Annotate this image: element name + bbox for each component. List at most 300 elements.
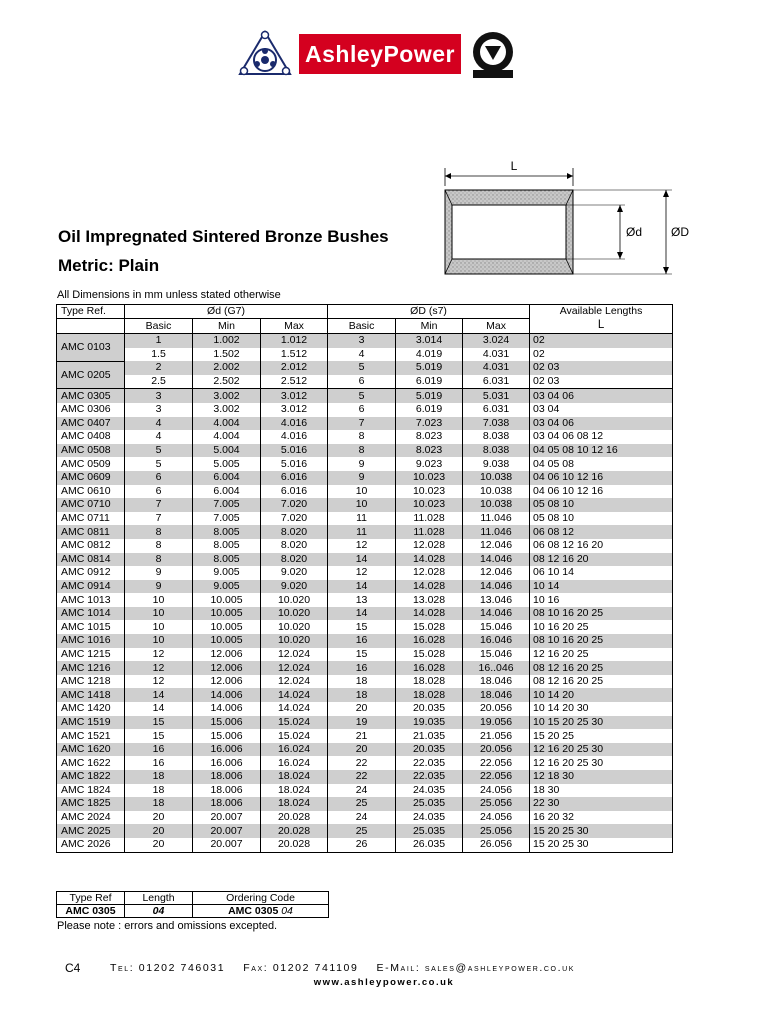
cell-outer-basic: 3 bbox=[328, 334, 396, 348]
cell-inner-max: 18.024 bbox=[261, 797, 328, 811]
cell-inner-max: 20.028 bbox=[261, 811, 328, 825]
cell-available-lengths: 08 12 16 20 bbox=[530, 553, 673, 567]
cell-inner-basic: 1.5 bbox=[125, 348, 193, 362]
cell-outer-min: 22.035 bbox=[396, 770, 463, 784]
header-lengths-l: L bbox=[530, 319, 673, 334]
table-row bbox=[57, 648, 673, 662]
order-code bbox=[193, 905, 329, 918]
cell-outer-min: 3.014 bbox=[396, 334, 463, 348]
cell-outer-min: 13.028 bbox=[396, 593, 463, 607]
cell-type-ref: AMC 1013 bbox=[57, 593, 125, 607]
cell-type-ref: AMC 1822 bbox=[57, 770, 125, 784]
cell-type-ref: AMC 0305 bbox=[57, 389, 125, 403]
cell-inner-max: 10.020 bbox=[261, 593, 328, 607]
cell-inner-max: 18.024 bbox=[261, 784, 328, 798]
cell-available-lengths: 02 03 bbox=[530, 375, 673, 389]
cell-outer-max: 19.056 bbox=[463, 716, 530, 730]
cell-outer-min: 6.019 bbox=[396, 375, 463, 389]
cell-outer-max: 16.046 bbox=[463, 634, 530, 648]
cell-outer-basic: 5 bbox=[328, 361, 396, 375]
cell-inner-max: 16.024 bbox=[261, 756, 328, 770]
table-row bbox=[57, 485, 673, 499]
length-label: L bbox=[510, 159, 518, 173]
cell-outer-max: 26.056 bbox=[463, 838, 530, 852]
cell-outer-min: 14.028 bbox=[396, 580, 463, 594]
cell-outer-max: 15.046 bbox=[463, 648, 530, 662]
cell-inner-min: 6.004 bbox=[193, 471, 261, 485]
cell-available-lengths: 06 10 14 bbox=[530, 566, 673, 580]
cell-inner-basic: 12 bbox=[125, 675, 193, 689]
cell-inner-min: 16.006 bbox=[193, 756, 261, 770]
cell-inner-max: 1.512 bbox=[261, 348, 328, 362]
table-row bbox=[57, 811, 673, 825]
cell-type-ref: AMC 1015 bbox=[57, 620, 125, 634]
page-title: Oil Impregnated Sintered Bronze Bushes bbox=[58, 227, 389, 246]
cell-available-lengths: 08 12 16 20 25 bbox=[530, 661, 673, 675]
cell-type-ref: AMC 0811 bbox=[57, 525, 125, 539]
cell-inner-basic: 2.5 bbox=[125, 375, 193, 389]
cell-inner-basic: 20 bbox=[125, 838, 193, 852]
cell-outer-basic: 7 bbox=[328, 417, 396, 431]
cell-outer-basic: 25 bbox=[328, 797, 396, 811]
cell-outer-min: 16.028 bbox=[396, 661, 463, 675]
cell-inner-basic: 8 bbox=[125, 525, 193, 539]
cell-available-lengths: 06 08 12 bbox=[530, 525, 673, 539]
table-row bbox=[57, 824, 673, 838]
cell-outer-max: 12.046 bbox=[463, 539, 530, 553]
cell-outer-min: 8.023 bbox=[396, 444, 463, 458]
cell-outer-max: 5.031 bbox=[463, 389, 530, 403]
outer-diameter-label: ØD bbox=[671, 225, 689, 239]
cell-outer-max: 24.056 bbox=[463, 811, 530, 825]
dimensions-note: All Dimensions in mm unless stated otherwise bbox=[57, 289, 281, 301]
cell-inner-basic: 8 bbox=[125, 539, 193, 553]
footer-website[interactable]: www.ashleypower.co.uk bbox=[313, 977, 455, 988]
header-inner-basic: Basic bbox=[125, 319, 193, 334]
cell-inner-min: 8.005 bbox=[193, 539, 261, 553]
cell-available-lengths: 04 05 08 bbox=[530, 457, 673, 471]
cell-outer-min: 6.019 bbox=[396, 403, 463, 417]
cell-outer-max: 10.038 bbox=[463, 498, 530, 512]
cell-inner-basic: 16 bbox=[125, 756, 193, 770]
cell-type-ref: AMC 0710 bbox=[57, 498, 125, 512]
cell-available-lengths: 05 08 10 bbox=[530, 512, 673, 526]
cell-outer-min: 14.028 bbox=[396, 553, 463, 567]
cell-outer-max: 15.046 bbox=[463, 620, 530, 634]
cell-inner-basic: 2 bbox=[125, 361, 193, 375]
cell-inner-max: 14.024 bbox=[261, 702, 328, 716]
cell-inner-max: 2.512 bbox=[261, 375, 328, 389]
cell-type-ref: AMC 1418 bbox=[57, 688, 125, 702]
cell-outer-basic: 21 bbox=[328, 729, 396, 743]
cell-inner-max: 4.016 bbox=[261, 417, 328, 431]
cell-outer-max: 24.056 bbox=[463, 784, 530, 798]
brand-name-second: Power bbox=[383, 40, 455, 67]
cell-outer-basic: 8 bbox=[328, 444, 396, 458]
cell-available-lengths: 10 14 20 30 bbox=[530, 702, 673, 716]
cell-inner-basic: 6 bbox=[125, 485, 193, 499]
table-body bbox=[57, 334, 673, 853]
cell-inner-min: 9.005 bbox=[193, 566, 261, 580]
table-row bbox=[57, 580, 673, 594]
cell-outer-min: 24.035 bbox=[396, 784, 463, 798]
cell-inner-max: 10.020 bbox=[261, 620, 328, 634]
cell-type-ref: AMC 0509 bbox=[57, 457, 125, 471]
cell-outer-max: 6.031 bbox=[463, 375, 530, 389]
cell-outer-max: 16..046 bbox=[463, 661, 530, 675]
cell-outer-min: 10.023 bbox=[396, 498, 463, 512]
cell-inner-basic: 12 bbox=[125, 648, 193, 662]
cell-outer-min: 18.028 bbox=[396, 688, 463, 702]
cell-inner-min: 6.004 bbox=[193, 485, 261, 499]
cell-type-ref: AMC 0912 bbox=[57, 566, 125, 580]
header-outer-min: Min bbox=[396, 319, 463, 334]
cell-available-lengths: 08 12 16 20 25 bbox=[530, 675, 673, 689]
cell-available-lengths: 06 08 12 16 20 bbox=[530, 539, 673, 553]
cell-type-ref: AMC 0306 bbox=[57, 403, 125, 417]
cell-outer-max: 3.024 bbox=[463, 334, 530, 348]
brand-logo bbox=[299, 34, 461, 74]
cell-inner-max: 12.024 bbox=[261, 661, 328, 675]
footer-tel: Tel: 01202 746031 bbox=[110, 962, 226, 974]
cell-type-ref: AMC 0610 bbox=[57, 485, 125, 499]
cell-outer-basic: 24 bbox=[328, 811, 396, 825]
cell-inner-basic: 18 bbox=[125, 770, 193, 784]
cell-inner-max: 8.020 bbox=[261, 525, 328, 539]
cell-outer-basic: 26 bbox=[328, 838, 396, 852]
cell-inner-min: 18.006 bbox=[193, 784, 261, 798]
order-header-length: Length bbox=[125, 892, 193, 905]
cell-outer-basic: 11 bbox=[328, 525, 396, 539]
cell-inner-min: 12.006 bbox=[193, 648, 261, 662]
cell-inner-max: 20.028 bbox=[261, 824, 328, 838]
cell-outer-basic: 10 bbox=[328, 498, 396, 512]
cell-available-lengths: 08 10 16 20 25 bbox=[530, 634, 673, 648]
cell-inner-basic: 18 bbox=[125, 797, 193, 811]
cell-inner-basic: 10 bbox=[125, 607, 193, 621]
cell-outer-min: 5.019 bbox=[396, 361, 463, 375]
table-row bbox=[57, 498, 673, 512]
cell-outer-basic: 24 bbox=[328, 784, 396, 798]
cell-available-lengths: 04 05 08 10 12 16 bbox=[530, 444, 673, 458]
cell-inner-basic: 15 bbox=[125, 729, 193, 743]
cell-inner-min: 14.006 bbox=[193, 688, 261, 702]
cell-outer-basic: 18 bbox=[328, 688, 396, 702]
cell-outer-basic: 14 bbox=[328, 553, 396, 567]
cell-inner-basic: 3 bbox=[125, 389, 193, 403]
table-row bbox=[57, 620, 673, 634]
cell-inner-min: 18.006 bbox=[193, 770, 261, 784]
cell-outer-max: 14.046 bbox=[463, 580, 530, 594]
table-row bbox=[57, 784, 673, 798]
cell-inner-min: 1.502 bbox=[193, 348, 261, 362]
cell-outer-min: 18.028 bbox=[396, 675, 463, 689]
cell-outer-min: 10.023 bbox=[396, 485, 463, 499]
cell-outer-max: 25.056 bbox=[463, 797, 530, 811]
cell-outer-max: 11.046 bbox=[463, 525, 530, 539]
cell-outer-min: 11.028 bbox=[396, 512, 463, 526]
cell-outer-basic: 12 bbox=[328, 539, 396, 553]
cell-inner-min: 10.005 bbox=[193, 634, 261, 648]
cell-outer-basic: 16 bbox=[328, 634, 396, 648]
cell-inner-basic: 8 bbox=[125, 553, 193, 567]
cell-available-lengths: 16 20 32 bbox=[530, 811, 673, 825]
cell-type-ref: AMC 1521 bbox=[57, 729, 125, 743]
cell-inner-max: 9.020 bbox=[261, 580, 328, 594]
cell-type-ref: AMC 2024 bbox=[57, 811, 125, 825]
cell-outer-max: 9.038 bbox=[463, 457, 530, 471]
table-row bbox=[57, 770, 673, 784]
cell-outer-min: 12.028 bbox=[396, 539, 463, 553]
cell-outer-max: 4.031 bbox=[463, 348, 530, 362]
cell-inner-max: 12.024 bbox=[261, 675, 328, 689]
cell-inner-basic: 7 bbox=[125, 512, 193, 526]
cell-outer-min: 8.023 bbox=[396, 430, 463, 444]
cell-type-ref: AMC 1215 bbox=[57, 648, 125, 662]
cell-outer-min: 20.035 bbox=[396, 743, 463, 757]
cell-inner-max: 7.020 bbox=[261, 498, 328, 512]
cell-inner-min: 20.007 bbox=[193, 838, 261, 852]
cell-type-ref: AMC 1825 bbox=[57, 797, 125, 811]
cell-outer-min: 11.028 bbox=[396, 525, 463, 539]
cell-inner-max: 2.012 bbox=[261, 361, 328, 375]
cell-outer-min: 25.035 bbox=[396, 824, 463, 838]
cell-available-lengths: 03 04 06 08 12 bbox=[530, 430, 673, 444]
cell-outer-max: 14.046 bbox=[463, 553, 530, 567]
cell-inner-min: 7.005 bbox=[193, 498, 261, 512]
cell-outer-min: 9.023 bbox=[396, 457, 463, 471]
footer-email[interactable]: E-Mail: sales@ashleypower.co.uk bbox=[376, 962, 576, 974]
contact-line bbox=[110, 962, 575, 974]
cell-outer-min: 25.035 bbox=[396, 797, 463, 811]
table-row bbox=[57, 389, 673, 403]
cell-type-ref: AMC 1622 bbox=[57, 756, 125, 770]
cell-inner-basic: 16 bbox=[125, 743, 193, 757]
cell-inner-max: 5.016 bbox=[261, 444, 328, 458]
bearing-logo-icon bbox=[238, 30, 292, 76]
cell-available-lengths: 12 16 20 25 bbox=[530, 648, 673, 662]
cell-inner-max: 9.020 bbox=[261, 566, 328, 580]
cell-outer-min: 16.028 bbox=[396, 634, 463, 648]
cell-inner-max: 8.020 bbox=[261, 553, 328, 567]
cell-outer-max: 13.046 bbox=[463, 593, 530, 607]
table-row bbox=[57, 729, 673, 743]
cell-inner-max: 5.016 bbox=[261, 457, 328, 471]
table-row bbox=[57, 661, 673, 675]
cell-inner-max: 8.020 bbox=[261, 539, 328, 553]
cell-outer-max: 4.031 bbox=[463, 361, 530, 375]
cell-inner-min: 3.002 bbox=[193, 389, 261, 403]
cell-available-lengths: 04 06 10 12 16 bbox=[530, 485, 673, 499]
cell-available-lengths: 05 08 10 bbox=[530, 498, 673, 512]
table-row bbox=[57, 525, 673, 539]
cell-inner-min: 10.005 bbox=[193, 620, 261, 634]
cell-inner-max: 3.012 bbox=[261, 403, 328, 417]
cell-inner-min: 2.502 bbox=[193, 375, 261, 389]
table-row bbox=[57, 607, 673, 621]
table-row bbox=[57, 348, 673, 362]
cell-outer-min: 21.035 bbox=[396, 729, 463, 743]
table-row bbox=[57, 675, 673, 689]
footer-fax: Fax: 01202 741109 bbox=[243, 962, 359, 974]
cell-outer-basic: 20 bbox=[328, 702, 396, 716]
cell-type-ref: AMC 0103 bbox=[57, 334, 125, 362]
cell-available-lengths: 18 30 bbox=[530, 784, 673, 798]
cell-outer-basic: 15 bbox=[328, 620, 396, 634]
cell-outer-basic: 18 bbox=[328, 675, 396, 689]
cell-inner-basic: 9 bbox=[125, 566, 193, 580]
cell-type-ref: AMC 1824 bbox=[57, 784, 125, 798]
cell-outer-max: 8.038 bbox=[463, 444, 530, 458]
cell-type-ref: AMC 0508 bbox=[57, 444, 125, 458]
cell-outer-max: 18.046 bbox=[463, 675, 530, 689]
cell-outer-basic: 10 bbox=[328, 485, 396, 499]
bush-dimensions-table bbox=[56, 304, 673, 853]
cell-inner-min: 20.007 bbox=[193, 824, 261, 838]
cell-inner-basic: 1 bbox=[125, 334, 193, 348]
cell-type-ref: AMC 1620 bbox=[57, 743, 125, 757]
cell-outer-min: 22.035 bbox=[396, 756, 463, 770]
table-row bbox=[57, 444, 673, 458]
cell-inner-basic: 3 bbox=[125, 403, 193, 417]
header-outer-basic: Basic bbox=[328, 319, 396, 334]
order-code-suffix: 04 bbox=[281, 905, 293, 917]
cell-outer-max: 25.056 bbox=[463, 824, 530, 838]
cell-inner-min: 5.004 bbox=[193, 444, 261, 458]
cell-available-lengths: 04 06 10 12 16 bbox=[530, 471, 673, 485]
page-subtitle: Metric: Plain bbox=[58, 256, 160, 275]
cell-inner-min: 8.005 bbox=[193, 525, 261, 539]
errors-note: Please note : errors and omissions excepted. bbox=[57, 920, 278, 932]
table-row bbox=[57, 743, 673, 757]
cell-outer-basic: 12 bbox=[328, 566, 396, 580]
ordering-example-table bbox=[56, 891, 329, 918]
header-outer-max: Max bbox=[463, 319, 530, 334]
cell-outer-min: 20.035 bbox=[396, 702, 463, 716]
cell-type-ref: AMC 0914 bbox=[57, 580, 125, 594]
cell-inner-min: 9.005 bbox=[193, 580, 261, 594]
cell-inner-min: 16.006 bbox=[193, 743, 261, 757]
cell-outer-min: 4.019 bbox=[396, 348, 463, 362]
cell-inner-basic: 20 bbox=[125, 824, 193, 838]
header-inner-diameter: Ød (G7) bbox=[125, 305, 328, 319]
cell-available-lengths: 02 bbox=[530, 348, 673, 362]
cell-available-lengths: 22 30 bbox=[530, 797, 673, 811]
cell-outer-basic: 19 bbox=[328, 716, 396, 730]
cell-inner-min: 5.005 bbox=[193, 457, 261, 471]
cell-outer-max: 20.056 bbox=[463, 743, 530, 757]
cell-outer-basic: 25 bbox=[328, 824, 396, 838]
cell-available-lengths: 10 14 bbox=[530, 580, 673, 594]
cell-inner-min: 4.004 bbox=[193, 430, 261, 444]
cell-inner-min: 10.005 bbox=[193, 593, 261, 607]
cell-available-lengths: 15 20 25 30 bbox=[530, 824, 673, 838]
cell-inner-max: 1.012 bbox=[261, 334, 328, 348]
cell-outer-max: 22.056 bbox=[463, 770, 530, 784]
cell-available-lengths: 10 15 20 25 30 bbox=[530, 716, 673, 730]
order-type-ref: AMC 0305 bbox=[57, 905, 125, 918]
cell-outer-basic: 6 bbox=[328, 403, 396, 417]
header-inner-min: Min bbox=[193, 319, 261, 334]
cell-outer-max: 21.056 bbox=[463, 729, 530, 743]
cell-inner-basic: 15 bbox=[125, 716, 193, 730]
table-row bbox=[57, 361, 673, 375]
cell-inner-max: 12.024 bbox=[261, 648, 328, 662]
cell-outer-min: 26.035 bbox=[396, 838, 463, 852]
cell-outer-max: 20.056 bbox=[463, 702, 530, 716]
cell-type-ref: AMC 2025 bbox=[57, 824, 125, 838]
cell-outer-max: 14.046 bbox=[463, 607, 530, 621]
cell-inner-min: 2.002 bbox=[193, 361, 261, 375]
cell-outer-min: 12.028 bbox=[396, 566, 463, 580]
cell-type-ref: AMC 1420 bbox=[57, 702, 125, 716]
cell-outer-min: 5.019 bbox=[396, 389, 463, 403]
cell-inner-basic: 10 bbox=[125, 620, 193, 634]
cell-inner-max: 10.020 bbox=[261, 634, 328, 648]
cell-inner-basic: 4 bbox=[125, 430, 193, 444]
order-code-prefix: AMC 0305 bbox=[228, 905, 279, 917]
cell-available-lengths: 12 16 20 25 30 bbox=[530, 743, 673, 757]
cell-outer-basic: 9 bbox=[328, 457, 396, 471]
table-row bbox=[57, 471, 673, 485]
cell-outer-max: 10.038 bbox=[463, 471, 530, 485]
cell-available-lengths: 15 20 25 bbox=[530, 729, 673, 743]
cell-outer-basic: 16 bbox=[328, 661, 396, 675]
cell-available-lengths: 10 16 20 25 bbox=[530, 620, 673, 634]
cell-available-lengths: 03 04 bbox=[530, 403, 673, 417]
cell-outer-max: 8.038 bbox=[463, 430, 530, 444]
cell-inner-max: 18.024 bbox=[261, 770, 328, 784]
table-row bbox=[57, 634, 673, 648]
cell-outer-max: 7.038 bbox=[463, 417, 530, 431]
cell-inner-max: 15.024 bbox=[261, 716, 328, 730]
cell-available-lengths: 02 03 bbox=[530, 361, 673, 375]
cell-type-ref: AMC 0609 bbox=[57, 471, 125, 485]
order-header-code: Ordering Code bbox=[193, 892, 329, 905]
order-length: 04 bbox=[125, 905, 193, 918]
cell-inner-basic: 10 bbox=[125, 593, 193, 607]
cell-inner-basic: 5 bbox=[125, 457, 193, 471]
cell-inner-min: 14.006 bbox=[193, 702, 261, 716]
cell-available-lengths: 15 20 25 30 bbox=[530, 838, 673, 852]
cell-available-lengths: 12 18 30 bbox=[530, 770, 673, 784]
cell-outer-min: 7.023 bbox=[396, 417, 463, 431]
table-row bbox=[57, 688, 673, 702]
cell-available-lengths: 02 bbox=[530, 334, 673, 348]
cell-outer-max: 6.031 bbox=[463, 403, 530, 417]
cell-outer-basic: 11 bbox=[328, 512, 396, 526]
cell-outer-max: 18.046 bbox=[463, 688, 530, 702]
cell-inner-max: 20.028 bbox=[261, 838, 328, 852]
cell-outer-basic: 14 bbox=[328, 607, 396, 621]
cell-inner-max: 16.024 bbox=[261, 743, 328, 757]
header-blank bbox=[57, 319, 125, 334]
table-row bbox=[57, 593, 673, 607]
cell-outer-max: 22.056 bbox=[463, 756, 530, 770]
header-available-lengths: Available Lengths bbox=[530, 305, 673, 319]
cell-inner-min: 15.006 bbox=[193, 729, 261, 743]
order-header-type-ref: Type Ref bbox=[57, 892, 125, 905]
cell-inner-min: 1.002 bbox=[193, 334, 261, 348]
cell-inner-min: 4.004 bbox=[193, 417, 261, 431]
cell-available-lengths: 10 16 bbox=[530, 593, 673, 607]
cell-outer-min: 15.028 bbox=[396, 620, 463, 634]
cell-type-ref: AMC 0711 bbox=[57, 512, 125, 526]
cell-type-ref: AMC 1016 bbox=[57, 634, 125, 648]
table-row bbox=[57, 403, 673, 417]
cell-inner-min: 8.005 bbox=[193, 553, 261, 567]
cell-outer-max: 10.038 bbox=[463, 485, 530, 499]
